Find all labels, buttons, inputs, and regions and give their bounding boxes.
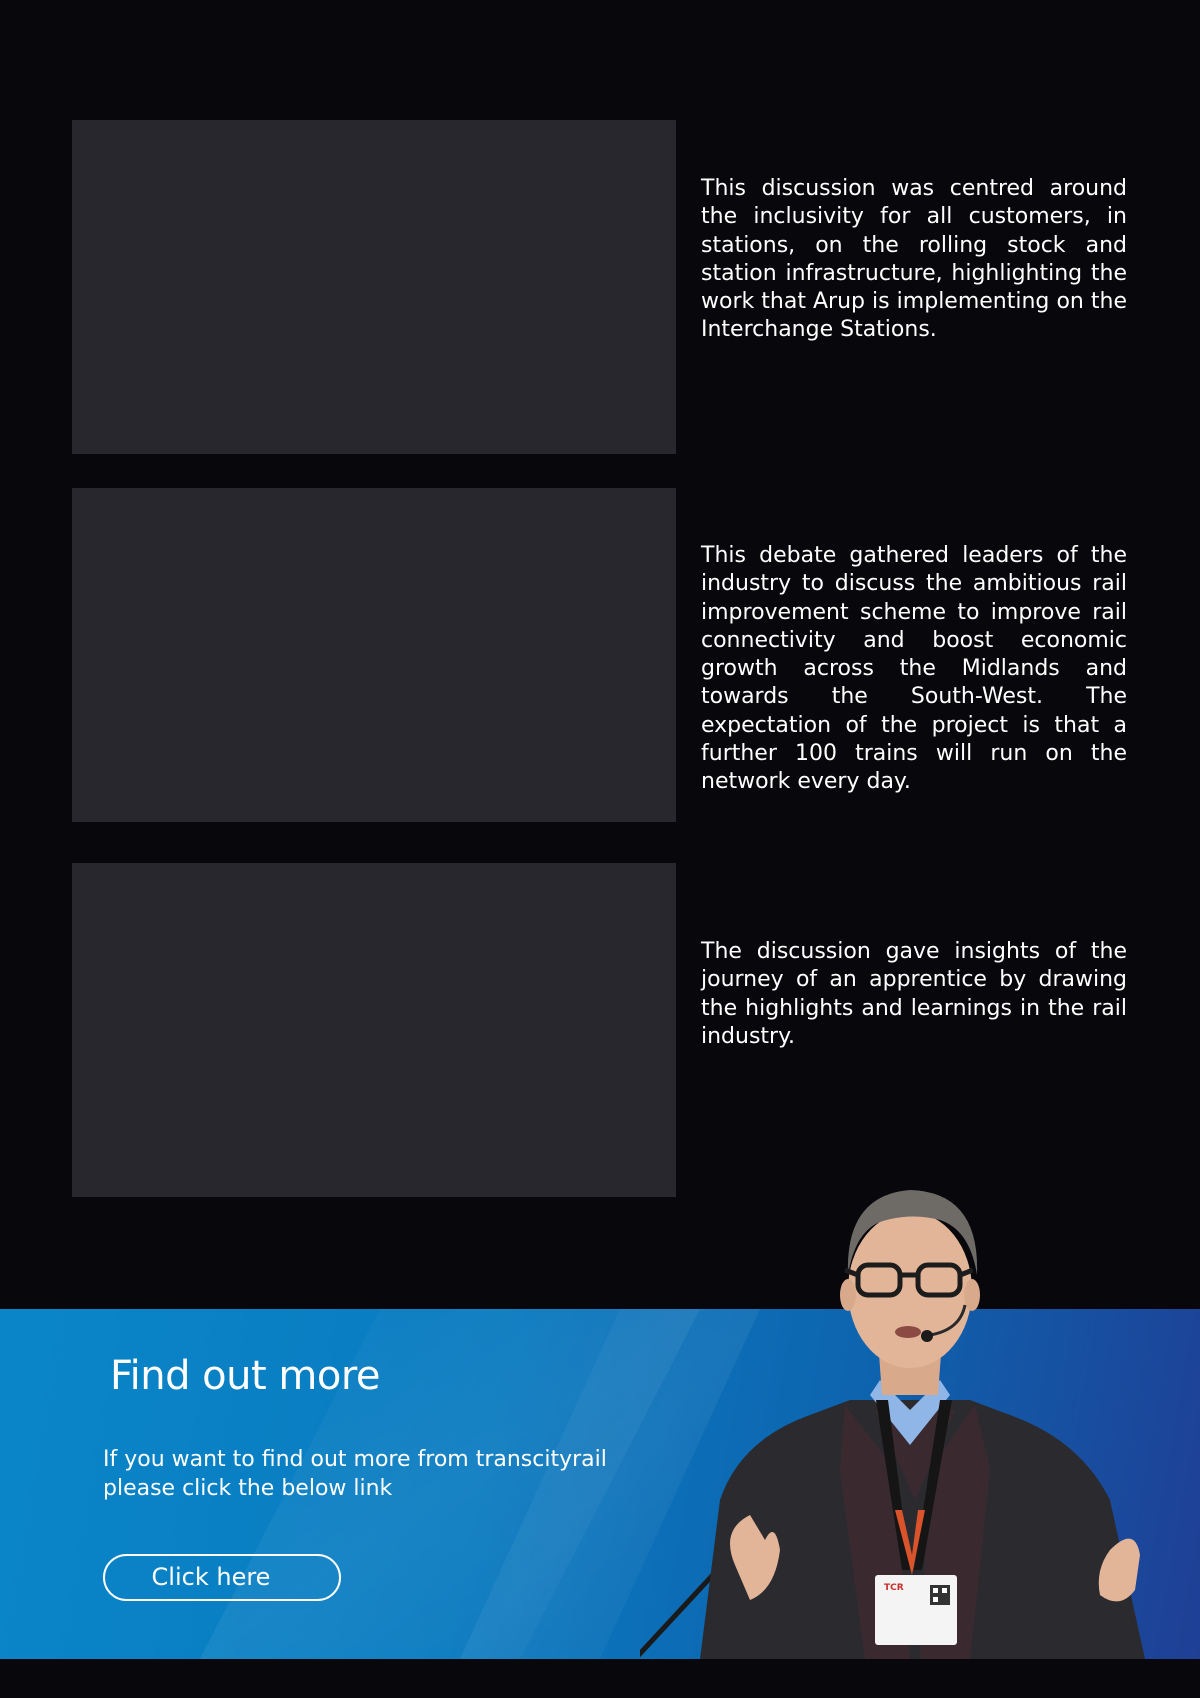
card-description-2: This debate gathered leaders of the industry to discuss the ambitious rail improvement scheme to improve rail connectivity and boost economic growth across the Midlands and towards the South-West. The expectation of the project is that a further 100 trains will run on the network every day. (701, 543, 1127, 795)
speaker-face (848, 1212, 972, 1368)
speaker-photo (640, 1170, 1200, 1659)
card-image-1 (72, 120, 676, 454)
badge-brand: TCR (884, 1583, 904, 1593)
card-image-2 (72, 488, 676, 822)
card-description-3: The discussion gave insights of the journey of an apprentice by drawing the highlights and learnings in the rail industry. (701, 939, 1127, 1049)
card-image-3 (72, 863, 676, 1197)
bottom-strip (0, 1659, 1200, 1698)
banner-title: Find out more (110, 1353, 381, 1399)
headset-mic (921, 1330, 933, 1342)
click-here-button[interactable] (103, 1554, 341, 1601)
card-description-1: This discussion was centred around the inclusivity for all customers, in stations, on the rolling stock and station infrastructure, highlighting the work that Arup is implementing on the Interchange Stations. (701, 176, 1127, 343)
banner-text: If you want to find out more from transcityrail please click the below link (103, 1447, 607, 1501)
click-here-label: Click here (151, 1563, 271, 1591)
